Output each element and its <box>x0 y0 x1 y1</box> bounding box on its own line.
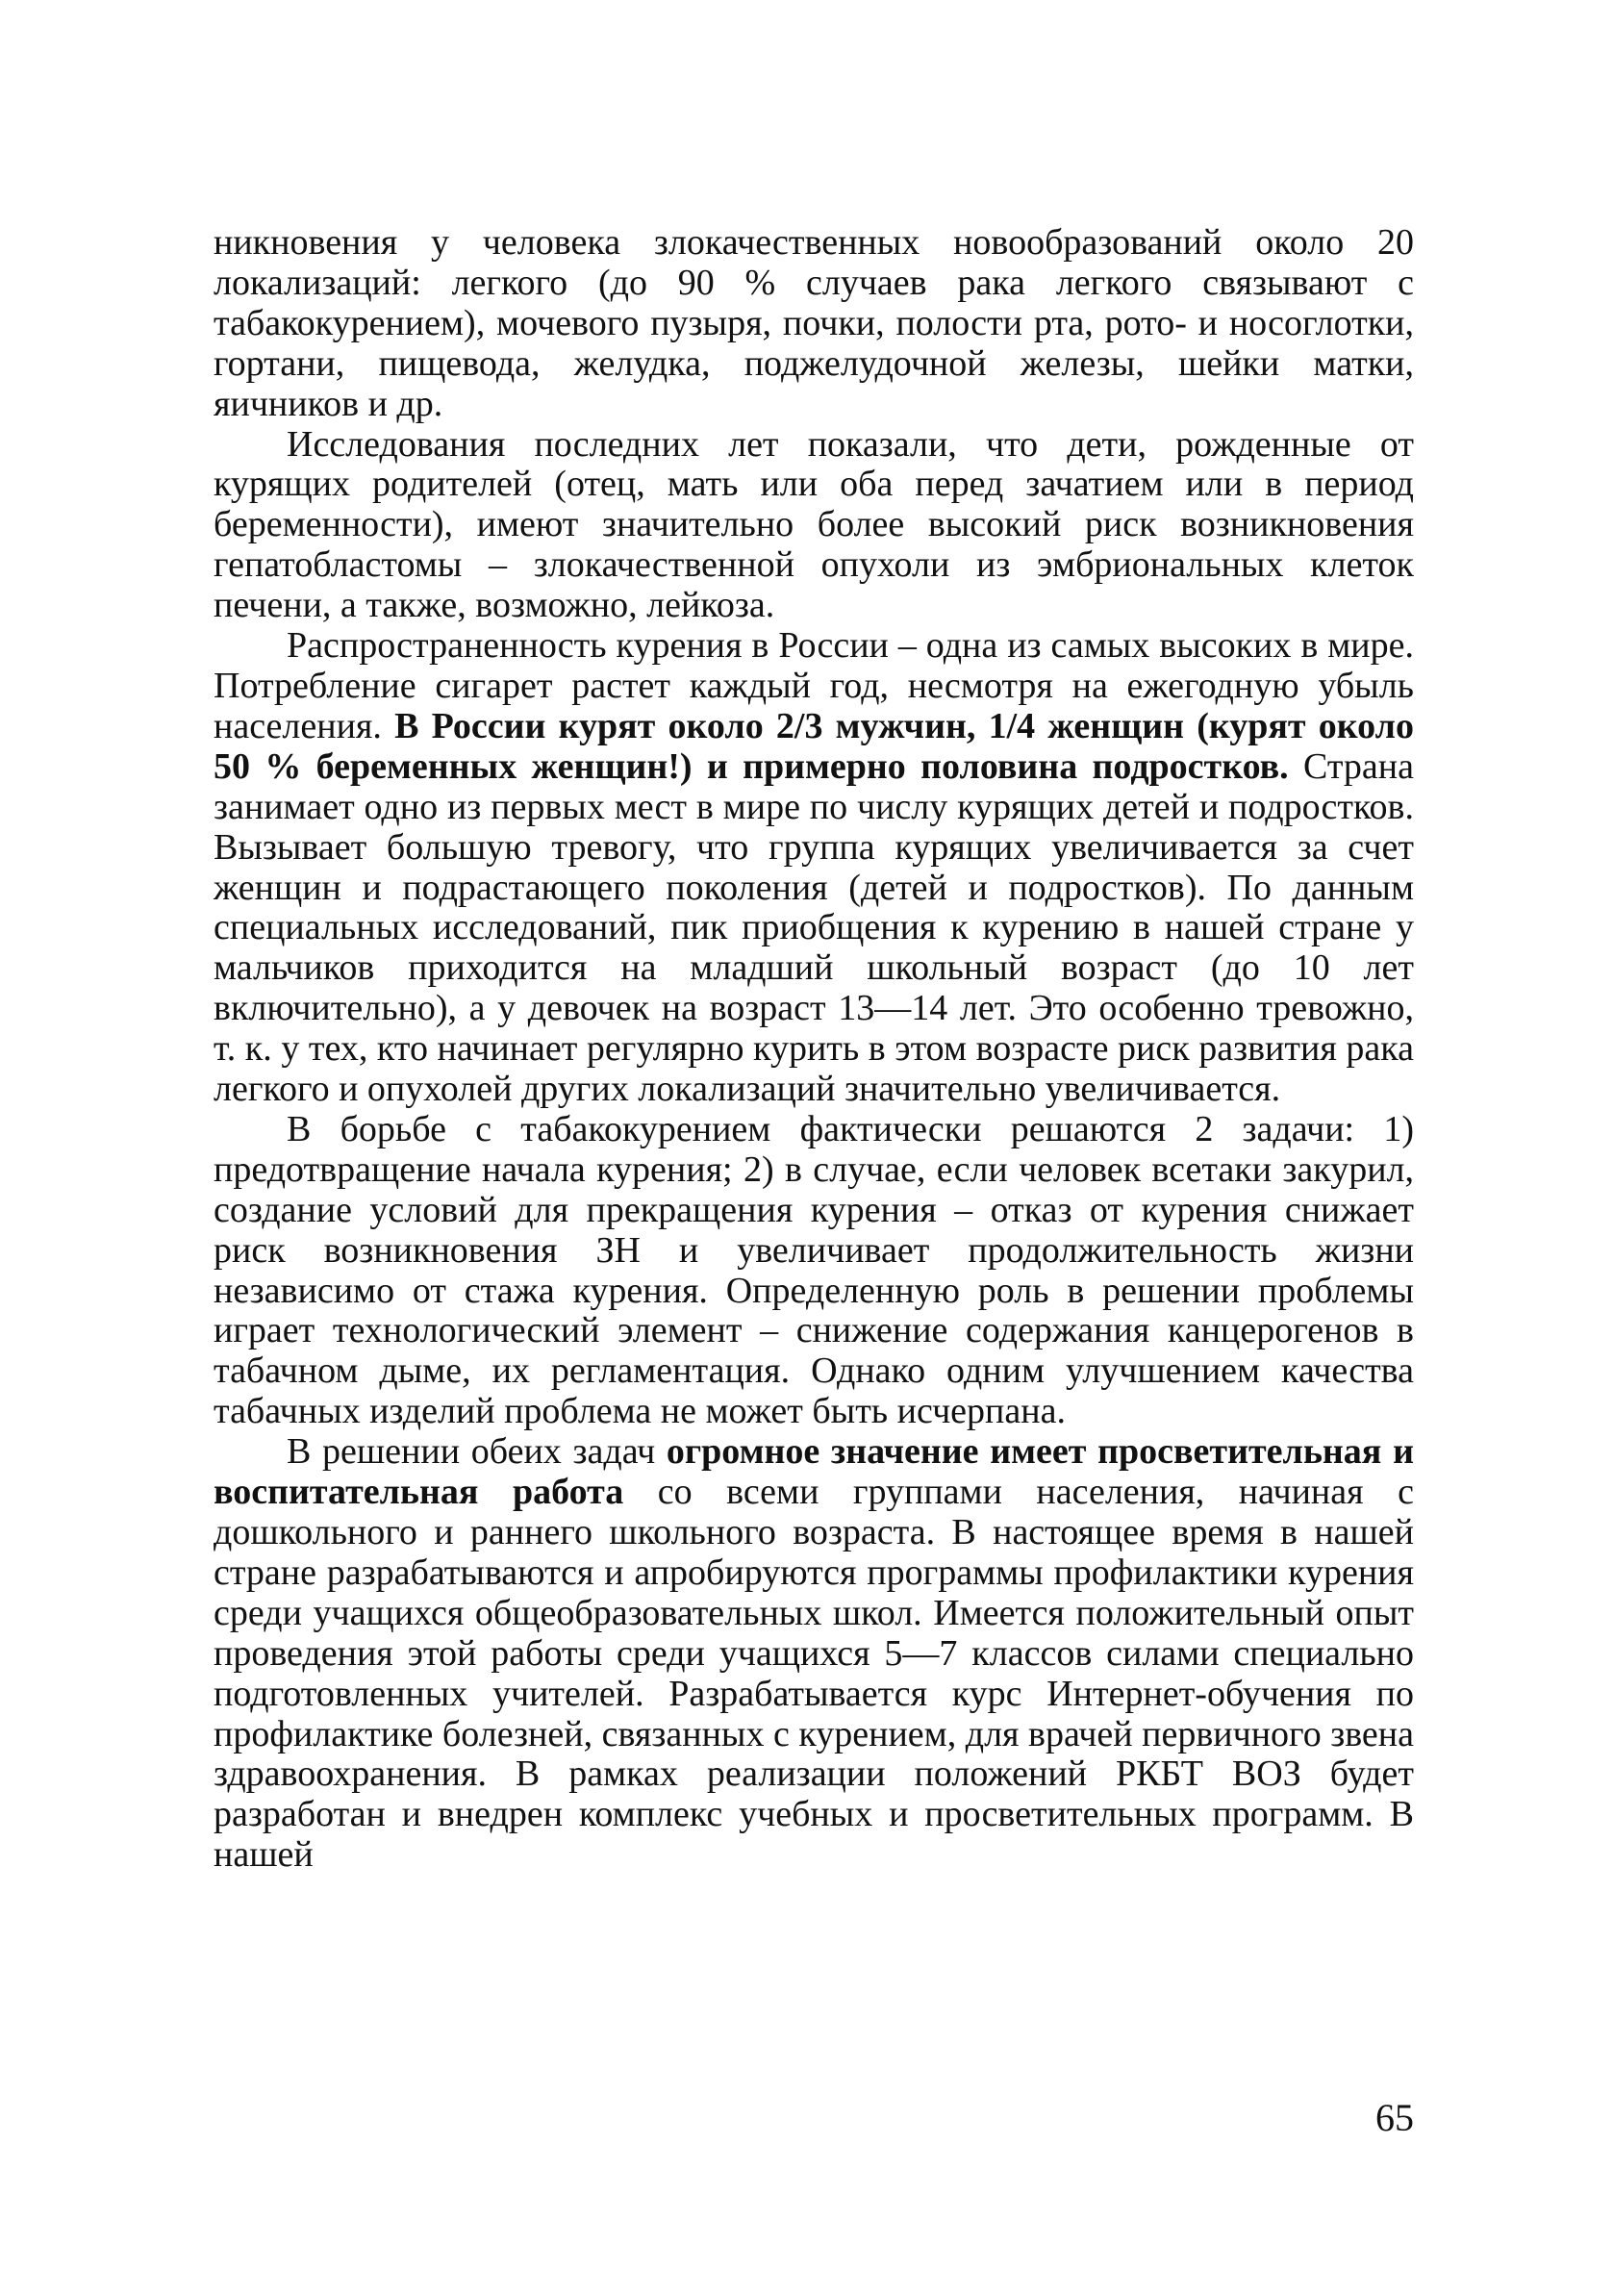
paragraph-4 <box>214 1110 1414 1432</box>
paragraph-3-run-1: Распространенность курения в России – одна из самых высоких в мире. Потребление сигарет растет каждый год, несмотря на ежегодную убыль населения. <box>214 625 1414 746</box>
paragraph-4-run-1: В борьбе с табакокурением фактически решаются 2 задачи: 1) предотвращение начала курения; 2) в случае, если человек всетаки закурил, создание условий для прекращения курения – отказ от курения снижает риск возникновения ЗН и увеличивает продолжительность жизни независимо от стажа курения. Определенную роль в решении проблемы играет технологический элемент – снижение содержания канцерогенов в табачном дыме, их регламентация. Однако одним улучшением качества табачных изделий проблема не может быть исчерпана. <box>214 1108 1414 1432</box>
paragraph-5-run-1: В решении обеих задач <box>287 1431 667 1473</box>
paragraph-5-bold-run: огромное значение имеет просветительная и воспитательная работа <box>214 1431 1414 1513</box>
paragraph-3 <box>214 626 1414 1110</box>
paragraph-2-run-1: Исследования последних лет показали, что дети, рожденные от курящих родителей (отец, мать или оба перед зачатием или в период беременности), имеют значительно более высокий риск возникновения гепатобластомы – злокачественной опухоли из эмбриональных клеток печени, а также, возможно, лейкоза. <box>214 423 1414 626</box>
paragraph-3-bold-run: В России курят около 2/3 мужчин, 1/4 женщин (курят около 50 % беременных женщин!) и примерно половина подростков. <box>214 705 1414 787</box>
paragraph-1 <box>214 223 1414 425</box>
paragraph-2 <box>214 425 1414 627</box>
page-number: 65 <box>1375 2096 1414 2139</box>
paragraph-3-run-3: Страна занимает одно из первых мест в мире по числу курящих детей и подростков. Вызывает большую тревогу, что группа курящих увеличивается за счет женщин и подрастающего поколения (детей и подростков). По данным специальных исследований, пик приобщения к курению в нашей стране у мальчиков приходится на младший школьный возраст (до 10 лет включительно), а у девочек на возраст 13—14 лет. Это особенно тревожно, т. к. у тех, кто начинает регулярно курить в этом возрасте риск развития рака легкого и опухолей других локализаций значительно увеличивается. <box>214 745 1414 1110</box>
paragraph-5 <box>214 1432 1414 1876</box>
body-text <box>214 223 1414 1876</box>
paragraph-1-run-1: никновения у человека злокачественных новообразований около 20 локализаций: легкого (до 90 % случаев рака легкого связывают с табакокурением), мочевого пузыря, почки, полости рта, рото- и носоглотки, гортани, пищевода, желудка, поджелудочной железы, шейки матки, яичников и др. <box>214 222 1414 424</box>
paragraph-5-run-3: со всеми группами населения, начиная с дошкольного и раннего школьного возраста. В настоящее время в нашей стране разрабатываются и апробируются программы профилактики курения среди учащихся общеобразовательных школ. Имеется положительный опыт проведения этой работы среди учащихся 5—7 классов силами специально подготовленных учителей. Разрабатывается курс Интернет-обучения по профилактике болезней, связанных с курением, для врачей первичного звена здравоохранения. В рамках реализации положений РКБТ ВОЗ будет разработан и внедрен комплекс учебных и просветительных программ. В нашей <box>214 1472 1414 1876</box>
